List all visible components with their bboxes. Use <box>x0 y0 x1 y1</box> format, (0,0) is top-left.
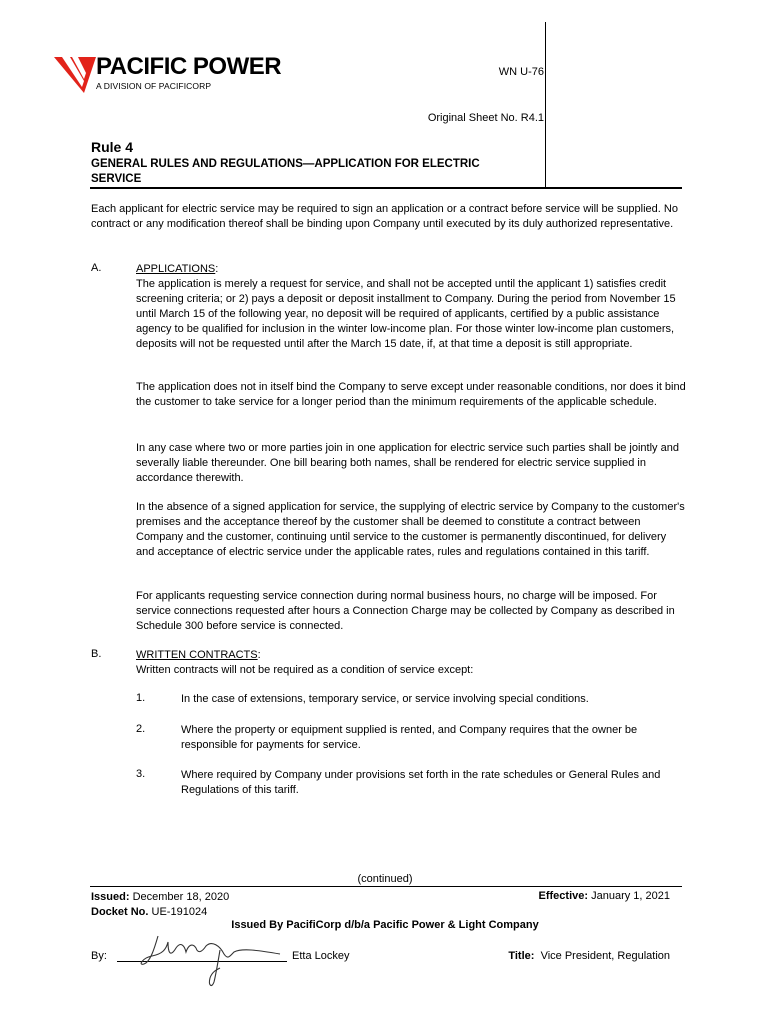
section-b-lead: Written contracts will not be required as a condition of service except: <box>136 664 474 676</box>
effective-date: January 1, 2021 <box>591 890 670 902</box>
section-b-heading: WRITTEN CONTRACTS <box>136 649 258 661</box>
section-b-letter: B. <box>91 648 102 660</box>
title-value: Vice President, Regulation <box>540 950 670 962</box>
effective-block <box>480 890 670 902</box>
item-2-text: Where the property or equipment supplied is rented, and Company requires that the owner be responsible for payments for service. <box>181 724 638 751</box>
section-a-paragraph-4: In the absence of a signed application for service, the supplying of electric service by Company to the customer's premises and the acceptance thereof by the customer shall be deemed to constitute a contract between Company and the customer, continuing until service to the customer is permanently discontinued, for delivery and acceptance of electric service under the applicable rates, rules and regulations contained in this tariff. <box>136 501 685 558</box>
section-a <box>136 262 686 352</box>
section-a-paragraph-2: The application does not in itself bind the Company to serve except under reasonable conditions, nor does it bind the customer to take service for a longer period than the minimum requirements of the applicable schedule. <box>136 381 686 408</box>
rule-title: Rule 4 <box>91 139 134 155</box>
docket-label: Docket No. <box>91 906 149 918</box>
signer-name: Etta Lockey <box>292 950 350 962</box>
pacific-power-logo-icon <box>54 55 96 95</box>
company-division: A DIVISION OF PACIFICORP <box>96 81 212 91</box>
item-2-number: 2. <box>136 723 146 735</box>
footer-divider <box>90 886 682 887</box>
issued-block <box>91 890 229 920</box>
section-a-paragraph-5: For applicants requesting service connection during normal business hours, no charge will be imposed. For service connections requested after hours a Connection Charge may be collected by Company as described in Schedule 300 before service is connected. <box>136 590 675 632</box>
section-a-heading: APPLICATIONS <box>136 263 216 275</box>
section-b <box>136 648 686 678</box>
effective-label: Effective: <box>538 890 589 902</box>
section-a-paragraph-1: The application is merely a request for service, and shall not be accepted until the applicant 1) satisfies credit screening criteria; or 2) pays a deposit or deposit installment to Company. During the period from November 15 until March 15 of the following year, no deposit will be required of applicants, certified by a public assistance agency to be qualified for inclusion in the winter low-income plan. For those winter low-income plan customers, deposits will not be requested until after the March 15 date, if, at that time a deposit is still appropriate. <box>136 278 676 350</box>
sheet-number: Original Sheet No. R4.1 <box>427 112 544 124</box>
issued-by: Issued By PacifiCorp d/b/a Pacific Power & Light Company <box>231 919 539 931</box>
title-label: Title: <box>508 950 535 962</box>
title-block <box>440 950 670 962</box>
section-a-colon: : <box>215 263 219 275</box>
docket-value: UE-191024 <box>151 906 208 918</box>
section-a-letter: A. <box>91 262 102 274</box>
issued-label: Issued: <box>91 891 130 903</box>
rule-subtitle: GENERAL RULES AND REGULATIONS—APPLICATION FOR ELECTRIC SERVICE <box>91 158 480 185</box>
item-1-number: 1. <box>136 692 146 704</box>
company-name: PACIFIC POWER <box>96 53 282 80</box>
item-3-number: 3. <box>136 768 146 780</box>
item-3-text: Where required by Company under provisions set forth in the rate schedules or General Rules and Regulations of this tariff. <box>181 769 661 796</box>
item-1-text: In the case of extensions, temporary service, or service involving special conditions. <box>181 693 589 705</box>
sheet-code: WN U-76 <box>498 66 544 78</box>
header-divider-horizontal <box>90 187 682 189</box>
section-a-paragraph-3: In any case where two or more parties join in one application for electric service such parties shall be jointly and severally liable thereunder. One bill bearing both names, shall be rendered for electric service supplied in accordance therewith. <box>136 442 679 484</box>
handwritten-signature-icon <box>130 928 290 990</box>
header-divider-vertical <box>545 22 546 188</box>
section-b-colon: : <box>257 649 261 661</box>
by-label: By: <box>91 950 107 962</box>
issued-date: December 18, 2020 <box>132 891 230 903</box>
continued-label: (continued) <box>357 873 413 885</box>
intro-paragraph: Each applicant for electric service may be required to sign an application or a contract before service will be supplied. No contract or any modification thereof shall be binding upon Company until executed by its duly authorized representative. <box>91 203 678 230</box>
